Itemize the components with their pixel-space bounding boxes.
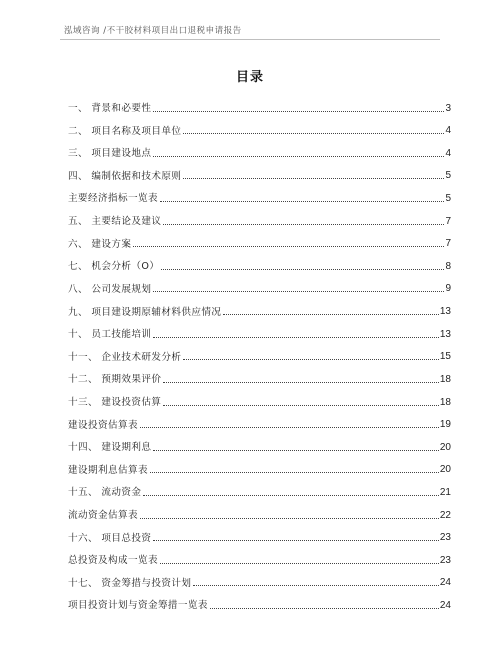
toc-entry[interactable] <box>68 477 451 500</box>
toc-title: 目录 <box>235 70 264 85</box>
toc-leader-dots <box>140 427 439 428</box>
toc-entry-text: 总投资及构成一览表 <box>68 555 158 567</box>
toc-entry-text: 主要经济指标一览表 <box>68 193 158 205</box>
toc-entry[interactable] <box>68 590 451 613</box>
toc-entry-text: 十七、 资金筹措与投资计划 <box>68 577 192 589</box>
toc-page-number: 24 <box>439 600 451 612</box>
toc-page-number: 3 <box>445 102 451 114</box>
toc-entry[interactable] <box>68 500 451 523</box>
toc-entry-text: 十三、 建设投资估算 <box>68 396 162 408</box>
toc-leader-dots <box>210 608 439 609</box>
toc-list <box>68 93 451 613</box>
toc-leader-dots <box>193 585 439 586</box>
toc-page-number: 23 <box>439 532 451 544</box>
toc-entry-text: 四、 编制依据和技术原则 <box>68 170 182 182</box>
toc-entry-text: 八、 公司发展规划 <box>68 283 152 295</box>
toc-page-number: 7 <box>445 215 451 227</box>
toc-entry[interactable] <box>68 364 451 387</box>
toc-leader-dots <box>153 156 444 157</box>
toc-entry-text: 十、 员工技能培训 <box>68 329 152 341</box>
toc-leader-dots <box>153 291 444 292</box>
toc-entry-text: 一、 背景和必要性 <box>68 103 152 115</box>
toc-leader-dots <box>183 133 444 134</box>
toc-page-number: 18 <box>439 396 451 408</box>
toc-leader-dots <box>143 495 438 496</box>
toc-entry[interactable] <box>68 319 451 342</box>
toc-page-number: 22 <box>439 509 451 521</box>
toc-entry-text: 十二、 预期效果评价 <box>68 374 162 386</box>
toc-page-number: 7 <box>445 238 451 250</box>
toc-entry[interactable] <box>68 432 451 455</box>
toc-leader-dots <box>163 382 438 383</box>
toc-entry-text: 十一、 企业技术研发分析 <box>68 351 182 363</box>
toc-entry[interactable] <box>68 138 451 161</box>
toc-entry-text: 项目投资计划与资金筹措一览表 <box>68 600 208 612</box>
toc-entry[interactable] <box>68 251 451 274</box>
toc-entry-text: 二、 项目名称及项目单位 <box>68 125 182 137</box>
toc-leader-dots <box>223 314 439 315</box>
toc-leader-dots <box>150 472 439 473</box>
toc-entry-text: 九、 项目建设期原辅材料供应情况 <box>68 306 222 318</box>
toc-page-number: 18 <box>439 373 451 385</box>
toc-page-number: 5 <box>445 193 451 205</box>
toc-leader-dots <box>153 111 444 112</box>
toc-page-number: 20 <box>439 441 451 453</box>
toc-leader-dots <box>160 563 439 564</box>
toc-entry-text: 十五、 流动资金 <box>68 487 142 499</box>
toc-leader-dots <box>153 540 438 541</box>
toc-page-number: 13 <box>439 328 451 340</box>
toc-entry[interactable] <box>68 342 451 365</box>
toc-leader-dots <box>153 337 438 338</box>
toc-entry[interactable] <box>68 455 451 478</box>
toc-leader-dots <box>140 518 439 519</box>
toc-page-number: 8 <box>445 260 451 272</box>
toc-entry[interactable] <box>68 523 451 546</box>
toc-entry[interactable] <box>68 206 451 229</box>
toc-leader-dots <box>153 450 438 451</box>
toc-leader-dots <box>163 405 438 406</box>
toc-page-number: 5 <box>445 170 451 182</box>
toc-page-number: 13 <box>439 306 451 318</box>
toc-entry[interactable] <box>68 229 451 252</box>
toc-leader-dots <box>160 201 444 202</box>
toc-page-number: 4 <box>445 125 451 137</box>
toc-leader-dots <box>163 224 444 225</box>
toc-entry[interactable] <box>68 93 451 116</box>
toc-entry-text: 五、 主要结论及建议 <box>68 216 162 228</box>
toc-entry[interactable] <box>68 116 451 139</box>
toc-page-number: 24 <box>439 577 451 589</box>
toc-page-number: 21 <box>439 486 451 498</box>
toc-entry-text: 十四、 建设期利息 <box>68 442 152 454</box>
toc-entry-text: 七、 机会分析（O） <box>68 261 160 273</box>
toc-entry[interactable] <box>68 568 451 591</box>
page-header: 泓域咨询 /不干胶材料项目出口退税申请报告 <box>64 26 242 36</box>
toc-entry-text: 建设投资估算表 <box>68 419 138 431</box>
toc-entry-text: 十六、 项目总投资 <box>68 532 152 544</box>
toc-entry-text: 建设期利息估算表 <box>68 464 148 476</box>
toc-entry[interactable] <box>68 183 451 206</box>
toc-entry[interactable] <box>68 161 451 184</box>
toc-entry-text: 六、 建设方案 <box>68 238 132 250</box>
toc-entry-text: 三、 项目建设地点 <box>68 148 152 160</box>
toc-page-number: 9 <box>445 283 451 295</box>
toc-leader-dots <box>161 269 444 270</box>
toc-page-number: 19 <box>439 419 451 431</box>
toc-entry[interactable] <box>68 545 451 568</box>
toc-page-number: 15 <box>439 351 451 363</box>
toc-page-number: 4 <box>445 147 451 159</box>
toc-entry[interactable] <box>68 387 451 410</box>
toc-leader-dots <box>183 359 438 360</box>
toc-page-number: 23 <box>439 554 451 566</box>
toc-entry-text: 流动资金估算表 <box>68 509 138 521</box>
toc-page-number: 20 <box>439 464 451 476</box>
toc-leader-dots <box>183 178 444 179</box>
toc-entry[interactable] <box>68 274 451 297</box>
toc-entry[interactable] <box>68 410 451 433</box>
toc-leader-dots <box>133 246 444 247</box>
toc-entry[interactable] <box>68 296 451 319</box>
header-divider <box>60 39 440 40</box>
